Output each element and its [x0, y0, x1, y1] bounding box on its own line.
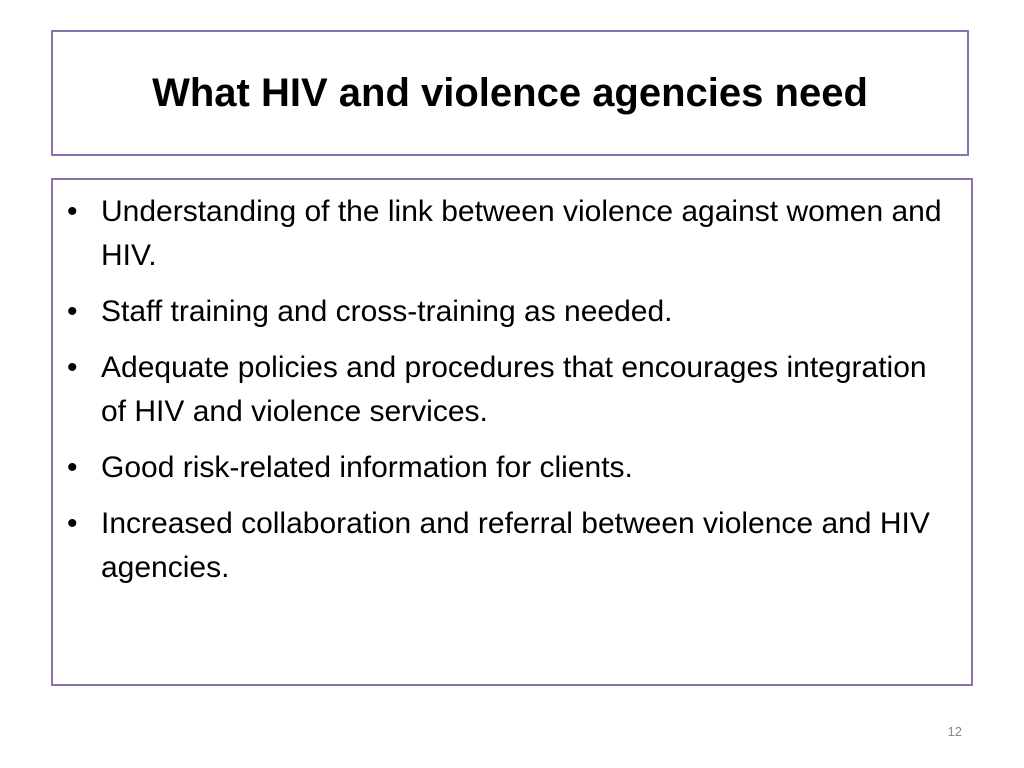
bullet-text: Adequate policies and procedures that encourages integration of HIV and violence services.	[101, 351, 927, 428]
bullet-icon: •	[67, 351, 78, 384]
bullet-item	[67, 290, 951, 334]
bullet-icon: •	[67, 507, 78, 540]
bullet-item	[67, 502, 951, 590]
bullet-icon: •	[67, 295, 78, 328]
bullet-list	[67, 190, 951, 590]
bullet-item	[67, 190, 951, 278]
bullet-text: Understanding of the link between violence against women and HIV.	[101, 195, 942, 272]
title-placeholder	[51, 30, 969, 156]
slide-title: What HIV and violence agencies need	[152, 70, 868, 115]
bullet-text: Good risk-related information for clients.	[101, 451, 633, 484]
bullet-text: Staff training and cross-training as needed.	[101, 295, 673, 328]
bullet-item	[67, 346, 951, 434]
slide-number: 12	[947, 724, 962, 739]
content-placeholder	[51, 178, 973, 686]
bullet-item	[67, 446, 951, 490]
bullet-text: Increased collaboration and referral between violence and HIV agencies.	[101, 507, 930, 584]
bullet-icon: •	[67, 451, 78, 484]
bullet-icon: •	[67, 195, 78, 228]
